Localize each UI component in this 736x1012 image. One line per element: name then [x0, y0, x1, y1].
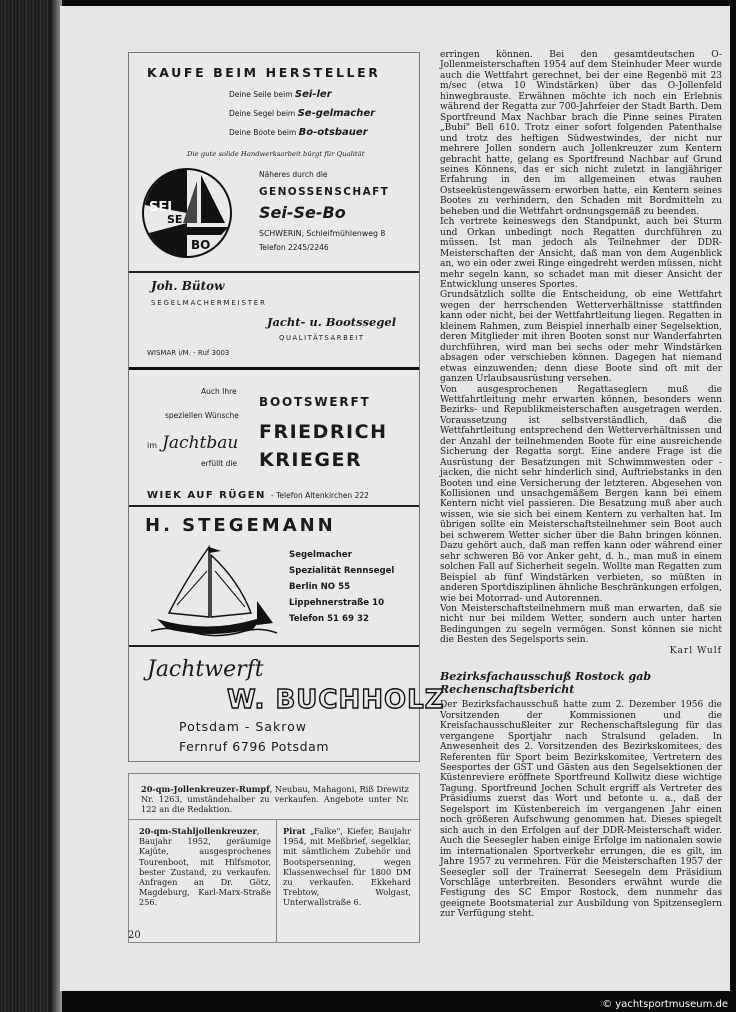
- article-paragraph-2: Der Bezirksfachausschuß hatte zum 2. Dezember 1956 die Vorsitzenden der Kommissionen und die Kreisfachausschußleiter zur Rechenschaftslegung für das vergangene Sportjahr nach Stralsund geladen. In Anwesenheit des 2. Vorsitzenden des Bezirkskomitees, des Referenten für Sport beim Bezirkskomitee, Vertretern des Seesportes der GST und Gästen aus den Segelsektionen der Küstenreviere eröffnete Sportfreund Kollwitz diese wichtige Tagung. Sportfreund Jochen Schult ergriff als Vertreter des Präsidiums zuerst das Wort und betonte u. a., daß der Segelsport im Küstenbereich im vergangenen Jahr einen noch größeren Aufschwung genommen hat. Dieses spiegelt sich auch in den Erfolgen auf der DDR-Meisterschaft wider. Auch die Seesegler haben einige Erfolge im nationalen sowie im internationalen Sportverkehr errungen, die es gilt, im Jahre 1957 zu vermehren. Für die Meisterschaften 1957 der Seesegler soll der Trainerrat Seesegeln dem Präsidium Vorschläge unterbreiten. Besonders erwähnt wurde die Festigung des SC Empor Rostock, dem nunmehr das geeignete Bootsmaterial zur Ausbildung von Spitzenseglern zur Verfügung steht.: [440, 700, 722, 920]
- ad-krieger-aux3: [147, 433, 238, 453]
- line3-brand: Bo-otsbauer: [298, 127, 368, 138]
- article-paragraph: Von ausgesprochenen Regattaseglern muß die Wettfahrtleitung mehr erwarten können, besonders wenn Bezirks- und Republikmeisterschaften ausgetragen werden. Voraussetzung ist selbstverständlich, daß die Wettfahrtleitung entsprechend den Wetterverhältnissen und der Anzahl der teilnehmenden Boote für eine ausreichende Sicherung der Regatta sorgt. Eine andere Frage ist die Ausrüstung der Besatzungen mit Schwimmwesten oder -jacken, die nicht sehr hinderlich sind, Auftriebstanks in den Booten und eine Versicherung der letzteren. Abgesehen von Kollisionen und unsachgemäßem Bergen kann bei einem Kentern nicht viel passieren. Die Besatzung muß aber auch wissen, wie sie sich bei einem Kentern zu verhalten hat. Im übrigen sollte ein Meisterschaftsteilnehmer sein Boot auch bei schwerem Wetter sicher über die Bahn bringen können. Dazu gehört auch, daß man reffen kann oder während einer sehr schweren Bö vor Anker geht, d. h., man muß in einem solchen Fall auf Sicherheit segeln. Wollte man Regatten zum Beispiel ab fünf Windstärken verbieten, so müßten in anderen Sportdisziplinen ähnliche Beschränkungen erfolgen, wie bei Motorrad- und Autorennen.: [440, 384, 722, 604]
- classified-top-text: , Neubau, Mahagoni, Riß Drewitz Nr. 1263, umständehalber zu verkaufen. Angebote unter Nr. 122 an die Redaktion.: [141, 784, 409, 815]
- ad-krieger-place: WIEK AUF RÜGEN: [147, 490, 266, 501]
- classified-col-divider: [276, 820, 277, 942]
- ad-slogan: Die gute solide Handwerksarbeit bürgt für Qualität: [187, 150, 365, 158]
- article-paragraph: erringen können. Bei den gesamtdeutschen O-Jollenmeisterschaften 1954 auf dem Steinhuder Meer wurde auch die Wettfahrt gerechnet, bei der eine Regenbö mit 23 m/sec (etwa 10 Windstärken) über das O-Jollenfeld hinwegbrauste. Erwähnen möchte ich noch ein Erlebnis während der Regatta zur 700-Jahrfeier der Stadt Barth. Dem Sportfreund Max Nachbar brach die Pinne seines Piraten „Bubi" Bell 610. Trotz einer sofort folgenden Patenthalse und trotz des heftigen Südwestwindes, der nicht nur mehrere Jollen sondern auch Jollenkreuzer zum Kentern gebracht hatte, gelang es Sportfreund Nachbar auf Grund seines Könnens, das er sich nicht zuletzt in langjähriger Erfahrung in den im allgemeinen etwas rauhen Ostseeküstengewässern erworben hatte, ein Kentern seines Bootes zu verhindern, den Schaden mit Bordmitteln zu beheben und die Wettfahrt ordnungsgemäß zu beenden.: [440, 50, 722, 217]
- ad-buchholz-name: W. BUCHHOLZ: [227, 685, 445, 715]
- article-paragraph: [440, 604, 722, 646]
- classified-right-title: Pirat: [283, 826, 306, 836]
- ad-buetow-name: Joh. Bütow: [151, 279, 225, 293]
- ad-seiseibo: [129, 53, 419, 273]
- line3-pre: Deine Boote beim: [229, 128, 297, 137]
- classified-left-text: , Baujahr 1952, geräumige Kajüte, ausgesprochenes Tourenboot, mit Hilfsmotor, bester Zustand, zu verkaufen. Anfragen an Dr. Götz, Magdeburg, Karl-Marx-Straße 256.: [139, 826, 271, 908]
- ad-krieger-aux2: speziellen Wünsche: [165, 411, 239, 420]
- page-number: 20: [128, 930, 141, 941]
- ad-phone: Telefon 2245/2246: [259, 243, 329, 252]
- ad-krieger-aux1: Auch Ihre: [201, 387, 237, 396]
- ad-buetow-quality: QUALITÄTSARBEIT: [279, 334, 365, 342]
- ad-stegemann-line: Berlin NO 55: [289, 582, 351, 592]
- article-signature: Karl Wulf: [669, 645, 722, 656]
- ad-krieger-head3: KRIEGER: [259, 449, 363, 471]
- ad-buchholz-city: Potsdam - Sakrow: [179, 719, 307, 734]
- ad-intro: Näheres durch die: [259, 170, 328, 179]
- classified-top-title: 20-qm-Jollenkreuzer-Rumpf: [141, 784, 270, 794]
- ad-krieger-phone: - Telefon Altenkirchen 222: [271, 491, 369, 500]
- article-paragraph: Ich vertrete keineswegs den Standpunkt, auch bei Sturm und Orkan unbedingt noch Regatten durchführen zu müssen. Ist man jedoch als Teilnehmer der DDR-Meisterschaften der Ansicht, daß man von dem Augenblick an, wo ein oder zwei Ringe eingedreht werden müssen, nicht mehr segeln kann, so schadet man mit dieser Ansicht der Entwicklung unseres Sportes.: [440, 217, 722, 290]
- logo-text-se: SE: [167, 213, 183, 226]
- logo-text-bo: BO: [191, 238, 211, 252]
- article-column: [440, 50, 722, 920]
- ship-hull-icon: [157, 617, 263, 634]
- ad-line-boote: [229, 127, 368, 138]
- ad-krieger: [129, 369, 419, 507]
- classified-right: [283, 826, 411, 908]
- flag-icon: [209, 547, 221, 553]
- ad-buchholz: [129, 647, 445, 761]
- ad-headline: KAUFE BEIM HERSTELLER: [147, 65, 381, 80]
- line1-pre: Deine Seile beim: [229, 90, 293, 99]
- logo-text-sei: SEI: [149, 200, 173, 215]
- article-paragraph: Grundsätzlich sollte die Entscheidung, ob eine Wettfahrt wegen der herrschenden Wetterverhältnisse stattfinden kann oder nicht, bei der Wettfahrtleitung liegen. Regatten in kleinem Rahmen, zum Beispiel innerhalb einer Segelsektion, deren Mitglieder mit ihren Booten sonst nur Wanderfahrten durchführen, wird man bei sechs oder mehr Windstärken absagen oder verschieben können. Dagegen hat niemand etwas einzuwenden; denn diese Boote sind oft mit der ganzen Urlaubsausrüstung versehen.: [440, 290, 722, 385]
- line2-pre: Deine Segel beim: [229, 109, 296, 118]
- ad-buchholz-script: Jachtwerft: [147, 657, 264, 682]
- line2-brand: Se-gelmacher: [297, 108, 376, 119]
- boat-hull-icon: [179, 227, 229, 235]
- fore-sail-icon: [211, 555, 251, 617]
- line1-brand: Sei-ler: [294, 89, 332, 100]
- ad-krieger-head2: FRIEDRICH: [259, 421, 388, 443]
- main-sail-icon: [169, 547, 209, 617]
- ad-krieger-aux3-pre: im: [147, 441, 158, 450]
- ad-line-seile: [229, 89, 332, 100]
- ads-column: [128, 52, 445, 762]
- ad-buetow-trade: SEGELMACHERMEISTER: [151, 299, 267, 307]
- ad-krieger-aux3-main: Jachtbau: [162, 433, 239, 453]
- ad-buetow-location: WISMAR i/M. - Ruf 3003: [147, 349, 230, 357]
- ad-stegemann-name: H. STEGEMANN: [145, 515, 336, 536]
- ad-stegemann: [129, 507, 419, 647]
- article-heading: Bezirksfachausschuß Rostock gab Rechenschaftsbericht: [440, 670, 652, 697]
- ad-stegemann-line: Lippehnerstraße 10: [289, 598, 385, 608]
- classified-divider: [129, 819, 419, 820]
- classified-left-title: 20-qm-Stahljollenkreuzer: [139, 826, 257, 836]
- ad-buetow: [129, 271, 419, 370]
- sailing-ship-illustration: [149, 541, 279, 639]
- classified-top: [141, 784, 409, 815]
- book-spine: [0, 0, 56, 1012]
- classified-ads: [128, 773, 420, 943]
- ad-brand: Sei-Se-Bo: [259, 203, 346, 222]
- seiseibo-logo: [139, 165, 239, 261]
- ad-buchholz-phone: Fernruf 6796 Potsdam: [179, 739, 330, 754]
- small-boat-icon: [257, 601, 273, 625]
- ad-krieger-aux4: erfüllt die: [201, 459, 238, 468]
- ad-stegemann-line: Segelmacher: [289, 550, 352, 560]
- ad-krieger-footer: [147, 483, 369, 502]
- ad-stegemann-line: Spezialität Rennsegel: [289, 566, 395, 576]
- ad-buetow-product: Jacht- u. Bootssegel: [267, 315, 397, 329]
- ad-name: GENOSSENSCHAFT: [259, 186, 390, 198]
- watermark: © yachtsportmuseum.de: [602, 999, 728, 1010]
- ad-krieger-head1: BOOTSWERFT: [259, 395, 371, 409]
- classified-left: [139, 826, 271, 908]
- ad-line-segel: [229, 108, 375, 119]
- classified-right-text: „Falke", Kiefer, Baujahr 1954, mit Meßbrief, segelklar, mit sämtlichem Zubehör und Bootspersenning, wegen Klassenwechsel für 1800 DM zu verkaufen. Ekkehard Trebtow, Wolgast, Unterwallstraße 6.: [283, 826, 411, 908]
- article-paragraph-last: Von Meisterschaftsteilnehmern muß man erwarten, daß sie nicht nur bei mildem Wetter, sondern auch unter harten Bedingungen zu segeln vermögen. Sonst können sie nicht die Besten des Segelsports sein.: [440, 604, 722, 646]
- ad-stegemann-lines: [289, 547, 394, 627]
- ad-address: SCHWERIN, Schleifmühlenweg 8: [259, 229, 386, 238]
- ad-stegemann-line: Telefon 51 69 32: [289, 614, 369, 624]
